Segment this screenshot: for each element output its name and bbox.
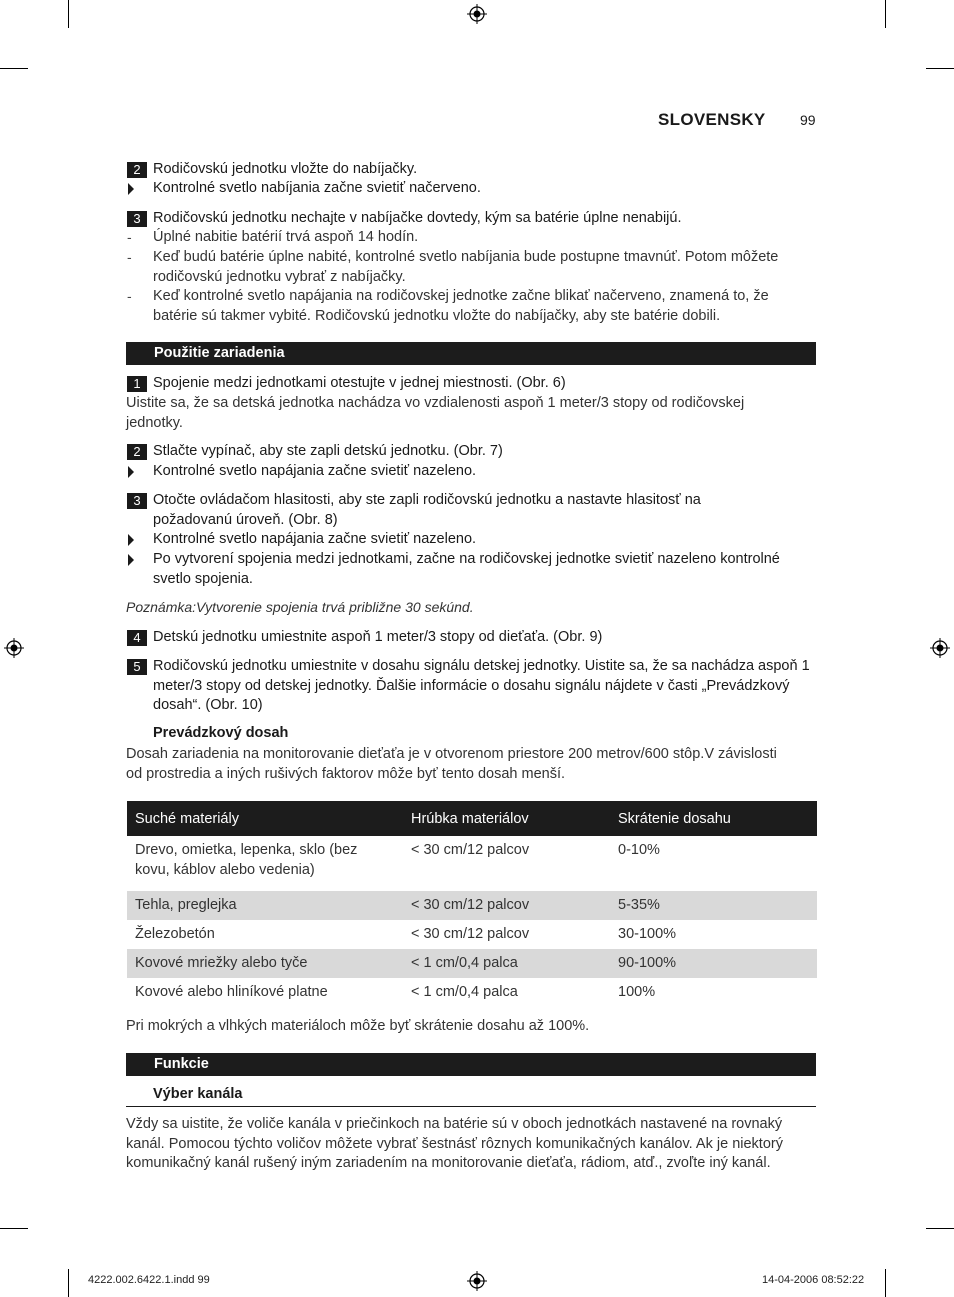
step-number: 3 — [127, 211, 147, 227]
table-cell: 0-10% — [618, 842, 660, 858]
crop-mark-top-right-v — [885, 0, 886, 28]
table-cell: 30-100% — [618, 926, 677, 942]
table-cell: Drevo, omietka, lepenka, sklo (bez kovu, káblov alebo vedenia) — [135, 842, 358, 878]
channel-text: Vždy sa uistite, že voliče kanála v priečinkoch na batérie sú v oboch jednotkách nastavené na rovnaký kanál. Pomocou týchto voličov môžete vybrať šestnásť rôznych komunikačných kanálov. Ak je niektorý komunikačný kanál rušený iným zariadením na monitorovanie dieťaťa, rádiom, atď., zvoľte iný kanál. — [126, 1116, 783, 1171]
table-cell: < 30 cm/12 palcov — [411, 842, 530, 858]
section-title: Použitie zariadenia — [154, 345, 285, 361]
triangle-bullet-icon — [128, 466, 134, 478]
step-number: 4 — [127, 630, 147, 646]
step-text: Spojenie medzi jednotkami otestujte v jednej miestnosti. (Obr. 6) — [153, 375, 566, 391]
subsection-title: Výber kanála — [153, 1086, 243, 1102]
step-text: Rodičovskú jednotku umiestnite v dosahu signálu detskej jednotky. Uistite sa, že sa nachádza aspoň 1 meter/3 stopy od detskej jednotky. Ďalšie informácie o dosahu signálu nájdete v časti „Prevádzkový dosah“. (Obr. 10) — [153, 658, 810, 713]
section-header-use — [126, 342, 816, 365]
crop-mark-bottom-left-v — [68, 1269, 69, 1297]
crop-mark-bottom-right-v — [885, 1269, 886, 1297]
note-item: Keď budú batérie úplne nabité, kontrolné svetlo nabíjania bude postupne tmavnúť. Potom môžete rodičovskú jednotku vybrať z nabíjačky. — [153, 249, 779, 285]
table-row — [127, 978, 817, 1007]
note-item: Keď kontrolné svetlo napájania na rodičovskej jednotke začne blikať načerveno, znamená to, že batérie sú takmer vybité. Rodičovskú jednotku vložte do nabíjačky, aby ste batérie dobili. — [153, 288, 769, 324]
table-row — [127, 891, 817, 920]
registration-target-icon — [930, 638, 950, 658]
table-cell: Kovové alebo hliníkové platne — [135, 984, 328, 1000]
table-cell: < 1 cm/0,4 palca — [411, 984, 518, 1000]
note-text: Poznámka:Vytvorenie spojenia trvá približne 30 sekúnd. — [126, 599, 474, 615]
range-table — [127, 801, 817, 1007]
table-row — [127, 836, 817, 891]
table-cell: < 30 cm/12 palcov — [403, 891, 610, 920]
step-result: Kontrolné svetlo napájania začne svietiť nazeleno. — [153, 531, 477, 547]
table-cell: Tehla, preglejka — [127, 891, 403, 920]
step-number: 1 — [127, 376, 147, 392]
triangle-bullet-icon — [128, 554, 134, 566]
range-intro: Dosah zariadenia na monitorovanie dieťaťa je v otvorenom priestore 200 metrov/600 stôp.V závislosti od prostredia a iných rušivých faktorov môže byť tento dosah menší. — [126, 746, 777, 782]
registration-target-icon — [467, 1271, 487, 1291]
section-header-functions — [126, 1053, 816, 1076]
step-number: 3 — [127, 493, 147, 509]
step-detail: Uistite sa, že sa detská jednotka nachádza vo vzdialenosti aspoň 1 meter/3 stopy od rodičovskej jednotky. — [126, 395, 745, 431]
footer-datetime: 14-04-2006 08:52:22 — [762, 1274, 865, 1286]
crop-mark-top-left-h — [0, 68, 28, 69]
section-title: Funkcie — [154, 1056, 209, 1072]
dash-bullet: - — [127, 229, 132, 245]
footer-file: 4222.002.6422.1.indd 99 — [88, 1274, 210, 1286]
step-number: 2 — [127, 444, 147, 460]
crop-mark-bottom-left-h — [0, 1228, 28, 1229]
note-item: Úplné nabitie batérií trvá aspoň 14 hodín. — [153, 229, 419, 245]
step-text: Stlačte vypínač, aby ste zapli detskú jednotku. (Obr. 7) — [153, 443, 503, 459]
table-cell: 5-35% — [610, 891, 817, 920]
table-cell: 90-100% — [610, 949, 817, 978]
step-number: 2 — [127, 162, 147, 178]
step-text: Rodičovskú jednotku nechajte v nabíjačke dovtedy, kým sa batérie úplne nenabijú. — [153, 210, 682, 226]
registration-target-icon — [4, 638, 24, 658]
step-result: Kontrolné svetlo nabíjania začne svietiť načerveno. — [153, 180, 481, 196]
crop-mark-top-left-v — [68, 0, 69, 28]
header-language: SLOVENSKY — [658, 110, 766, 129]
crop-mark-bottom-right-h — [926, 1228, 954, 1229]
step-result: Po vytvorení spojenia medzi jednotkami, začne na rodičovskej jednotke svietiť nazeleno kontrolné svetlo spojenia. — [153, 551, 780, 587]
dash-bullet: - — [127, 249, 132, 265]
subsection-rule — [126, 1106, 816, 1107]
step-text: Otočte ovládačom hlasitosti, aby ste zapli rodičovskú jednotku a nastavte hlasitosť na požadovanú úroveň. (Obr. 8) — [153, 492, 701, 528]
table-cell: < 1 cm/0,4 palca — [403, 949, 610, 978]
table-cell: < 30 cm/12 palcov — [411, 926, 530, 942]
dash-bullet: - — [127, 288, 132, 304]
table-cell: 100% — [618, 984, 656, 1000]
crop-mark-top-right-h — [926, 68, 954, 69]
step-result: Kontrolné svetlo napájania začne svietiť nazeleno. — [153, 463, 477, 479]
subsection-title: Prevádzkový dosah — [153, 725, 289, 741]
step-number: 5 — [127, 659, 147, 675]
triangle-bullet-icon — [128, 183, 134, 195]
table-header-row — [127, 801, 817, 836]
table-row — [127, 949, 817, 978]
registration-target-icon — [467, 4, 487, 24]
step-text: Rodičovskú jednotku vložte do nabíjačky. — [153, 161, 418, 177]
table-header: Suché materiály — [127, 801, 403, 836]
wet-materials-note: Pri mokrých a vlhkých materiáloch môže byť skrátenie dosahu až 100%. — [126, 1018, 590, 1034]
triangle-bullet-icon — [128, 534, 134, 546]
table-header: Skrátenie dosahu — [610, 801, 817, 836]
table-header: Hrúbka materiálov — [403, 801, 610, 836]
table-cell: Kovové mriežky alebo tyče — [127, 949, 403, 978]
table-cell: Železobetón — [135, 926, 215, 942]
step-text: Detskú jednotku umiestnite aspoň 1 meter/3 stopy od dieťaťa. (Obr. 9) — [153, 629, 603, 645]
page-number: 99 — [800, 112, 816, 128]
table-row — [127, 920, 817, 949]
